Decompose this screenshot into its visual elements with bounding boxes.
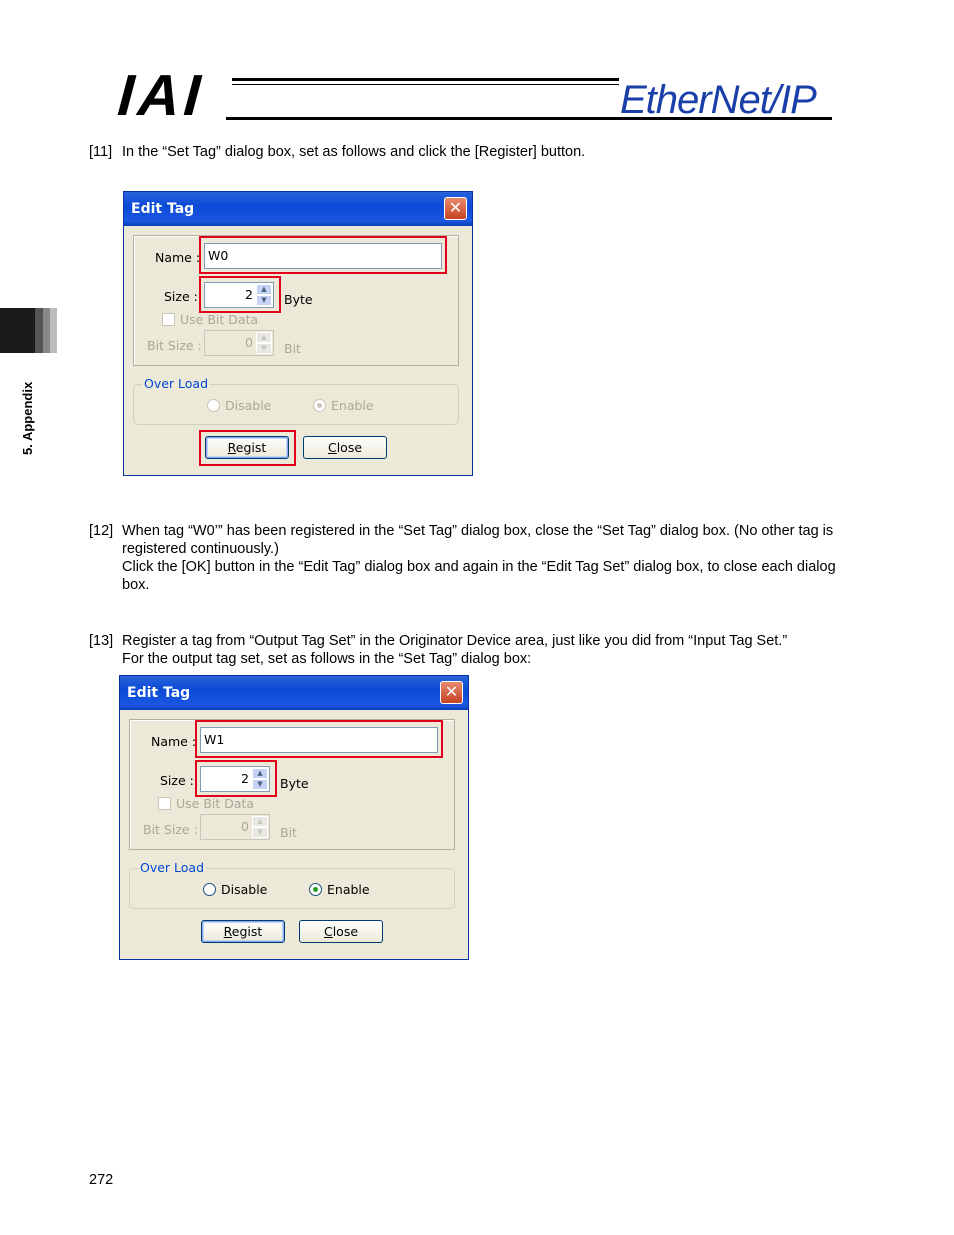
name-value: W0 xyxy=(208,248,229,263)
header-rule xyxy=(232,84,619,85)
size-label: Size : xyxy=(164,289,198,304)
name-value: W1 xyxy=(204,732,225,747)
use-bit-data-label: Use Bit Data xyxy=(180,312,259,327)
dialog-title: Edit Tag xyxy=(131,201,195,217)
size-unit: Byte xyxy=(284,292,313,307)
highlight-box xyxy=(195,760,277,797)
overload-label: Over Load xyxy=(144,376,209,391)
iai-logo: IAI xyxy=(115,63,207,128)
name-label: Name : xyxy=(155,250,201,265)
disable-label: Disable xyxy=(225,398,272,413)
bit-size-value: 0 xyxy=(245,335,253,350)
close-button[interactable]: Close xyxy=(303,436,387,459)
use-bit-data-checkbox[interactable] xyxy=(158,797,171,810)
spin-down-icon: ▼ xyxy=(256,295,272,306)
step-number: [12] xyxy=(89,523,114,539)
spin-down-icon: ▼ xyxy=(256,343,272,354)
spin-buttons xyxy=(256,332,272,355)
spin-down-icon: ▼ xyxy=(252,779,268,790)
regist-button[interactable]: Regist xyxy=(205,436,289,459)
spin-buttons xyxy=(252,816,268,839)
size-label: Size : xyxy=(160,773,194,788)
spin-up-icon: ▲ xyxy=(252,768,268,779)
bit-unit: Bit xyxy=(284,341,301,356)
size-value: 2 xyxy=(245,287,253,302)
size-value: 2 xyxy=(241,771,249,786)
dialog-titlebar xyxy=(124,192,472,226)
dialog-titlebar xyxy=(120,676,468,710)
step-number: [13] xyxy=(89,633,114,649)
use-bit-data-checkbox[interactable] xyxy=(162,313,175,326)
disable-radio[interactable] xyxy=(207,399,220,412)
step-text: Register a tag from “Output Tag Set” in the Originator Device area, just like you did from “Input Tag Set.” For the output tag set, set as follows in the “Set Tag” dialog box: xyxy=(122,633,788,667)
size-unit: Byte xyxy=(280,776,309,791)
page-number: 272 xyxy=(89,1172,114,1188)
close-icon[interactable]: ✕ xyxy=(444,197,467,220)
chapter-tab-marker xyxy=(0,308,57,353)
close-icon[interactable]: ✕ xyxy=(440,681,463,704)
bit-size-value: 0 xyxy=(241,819,249,834)
close-button[interactable]: Close xyxy=(299,920,383,943)
bit-unit: Bit xyxy=(280,825,297,840)
enable-label: Enable xyxy=(327,882,370,897)
highlight-box xyxy=(199,430,296,466)
disable-radio[interactable] xyxy=(203,883,216,896)
name-label: Name : xyxy=(151,734,197,749)
spin-down-icon: ▼ xyxy=(252,827,268,838)
bit-size-label: Bit Size : xyxy=(147,338,202,353)
edit-tag-dialog xyxy=(123,191,473,476)
disable-label: Disable xyxy=(221,882,268,897)
spin-up-icon: ▲ xyxy=(256,332,272,343)
ethernet-ip-logo: EtherNet/IP xyxy=(620,78,816,122)
step-text: In the “Set Tag” dialog box, set as follows and click the [Register] button. xyxy=(122,144,586,160)
bit-size-stepper xyxy=(200,814,270,840)
highlight-box xyxy=(195,720,443,758)
highlight-box xyxy=(199,236,447,274)
edit-tag-dialog xyxy=(119,675,469,960)
enable-radio[interactable] xyxy=(309,883,322,896)
regist-button[interactable]: Regist xyxy=(201,920,285,943)
spin-up-icon: ▲ xyxy=(256,284,272,295)
enable-label: Enable xyxy=(331,398,374,413)
use-bit-data-label: Use Bit Data xyxy=(176,796,255,811)
bit-size-stepper xyxy=(204,330,274,356)
step-text: When tag “W0’” has been registered in the “Set Tag” dialog box, close the “Set Tag” dialog box. (No other tag is registered continuously.) Click the [OK] button in the “Edit Tag” dialog box and again in the “Edit Tag Set” dialog box, to close each dialog box. xyxy=(122,523,836,593)
enable-radio[interactable] xyxy=(313,399,326,412)
step-number: [11] xyxy=(89,144,113,160)
dialog-title: Edit Tag xyxy=(127,685,191,701)
overload-label: Over Load xyxy=(140,860,205,875)
header-rule xyxy=(232,78,619,81)
spin-up-icon: ▲ xyxy=(252,816,268,827)
bit-size-label: Bit Size : xyxy=(143,822,198,837)
highlight-box xyxy=(199,276,281,313)
chapter-label: 5. Appendix xyxy=(20,381,35,455)
